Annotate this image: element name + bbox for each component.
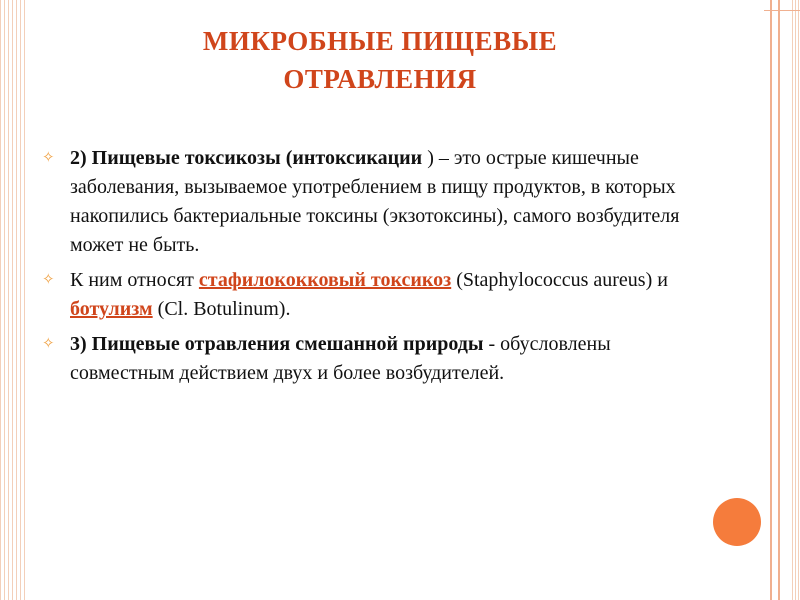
left-decorative-strip [0,0,28,600]
paragraph-text: (Cl. Botulinum). [152,298,291,320]
paragraph-toxicoses [40,144,680,260]
slide-title [90,22,670,98]
paragraph-heading: 2) Пищевые токсикозы (интоксикации [70,147,423,169]
paragraph-examples [40,266,680,324]
frame-top-rule [764,10,800,11]
paragraph-text: - обусловлены совместным действием двух и более возбудителей. [70,333,611,384]
frame-line [778,0,780,600]
link-botulism[interactable]: ботулизм [70,298,153,320]
paragraph-text: К ним относят [70,269,199,291]
link-staphylococcal-toxicosis[interactable]: стафилококковый токсикоз [198,269,452,291]
slide-content [40,144,680,394]
title-line-1: МИКРОБНЫЕ ПИЩЕВЫЕ [202,26,558,56]
frame-line [770,0,772,600]
paragraph-heading: 3) Пищевые отравления смешанной природы [70,333,484,355]
bullet-icon: ✧ [42,336,55,352]
paragraph-mixed [40,330,680,388]
bullet-icon: ✧ [42,150,55,166]
paragraph-text: (Staphylococcus aureus) и [451,269,668,291]
title-line-2: ОТРАВЛЕНИЯ [283,64,477,94]
frame-stripes [792,0,800,600]
right-decorative-frame [764,0,800,600]
decorative-circle [713,498,761,546]
paragraph-text: ) – это острые кишечные заболевания, вызываемое употреблением в пищу продуктов, в которых накопились бактериальные токсины (экзотоксины), самого возбудителя может не быть. [70,147,680,256]
bullet-icon: ✧ [42,272,55,288]
